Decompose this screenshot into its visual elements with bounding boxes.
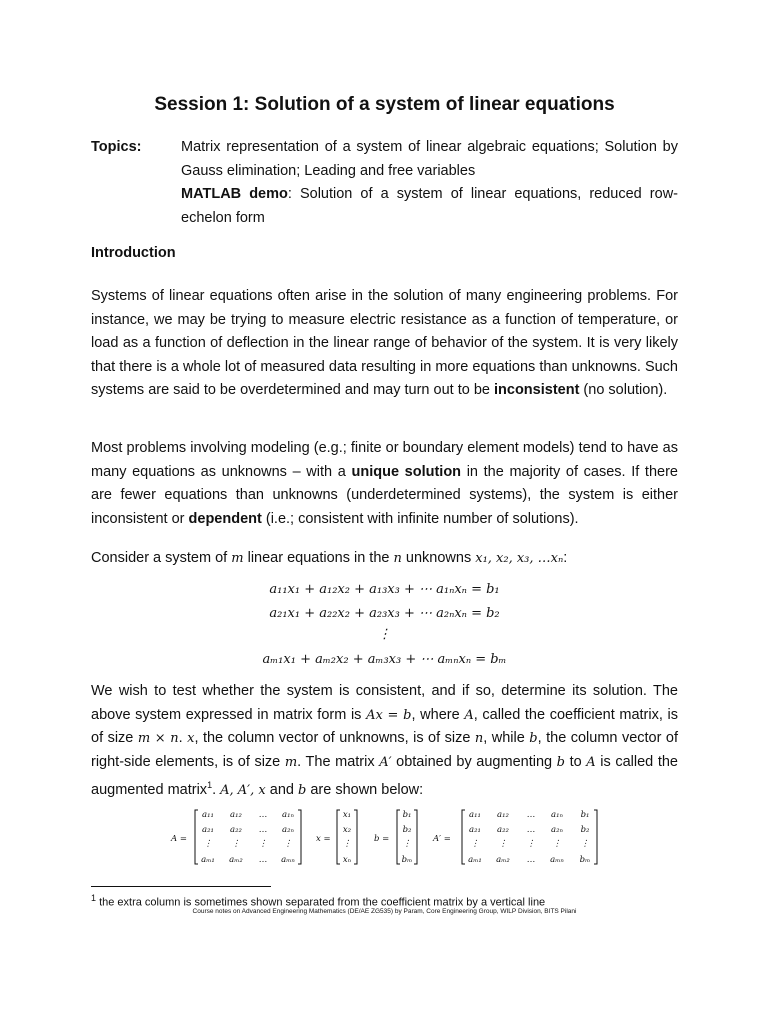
matrix-Aprime-cell: ⋮ bbox=[552, 839, 562, 849]
matrix-Aprime-cell: bₘ bbox=[579, 855, 591, 865]
vector-x-cell: x₂ bbox=[342, 825, 352, 835]
para3-d: : bbox=[563, 550, 568, 566]
para3-c: unknowns bbox=[401, 550, 476, 566]
equation-2: a₂₁x₁ + a₂₂x₂ + a₂₃x₃ + ⋯ a₂ₙxₙ = b₂ bbox=[269, 606, 500, 621]
para4-h: . The matrix bbox=[297, 753, 380, 770]
matrix-A-cells bbox=[201, 810, 295, 865]
matrix-Aprime-cell: … bbox=[526, 825, 536, 835]
para4-j: to bbox=[565, 753, 587, 770]
matrix-display bbox=[91, 806, 678, 868]
matrix-A-cell: a₂₁ bbox=[202, 825, 214, 835]
matrix-Aprime-cell: ⋮ bbox=[470, 839, 480, 849]
matrix-Aprime-cell: … bbox=[526, 810, 536, 820]
matrix-A-cell: ⋮ bbox=[283, 839, 293, 849]
matrix-Aprime-cell: b₂ bbox=[580, 825, 590, 835]
matrix-A-cell: a₁₂ bbox=[230, 810, 242, 820]
vector-b-cell: ⋮ bbox=[402, 839, 412, 849]
matrix-Aprime-cell: a₂₂ bbox=[497, 825, 509, 835]
math-b: b bbox=[529, 731, 538, 746]
matrix-Aprime-left-bracket bbox=[462, 810, 465, 864]
math-n: n bbox=[393, 551, 402, 566]
para4-f: , while bbox=[483, 730, 530, 746]
para4-n2: are shown below: bbox=[306, 781, 424, 798]
para4-a: We wish to test whether the system is consistent, and if so, determine its solution. The above system expressed in matrix form is bbox=[91, 683, 678, 723]
matrix-Aprime-cell: a₁₂ bbox=[497, 810, 509, 820]
matrix-A-label: A = bbox=[171, 834, 187, 844]
math-A: A bbox=[464, 707, 474, 723]
math-list: A, A′, x bbox=[220, 782, 266, 798]
matrix-A-cell: ⋮ bbox=[203, 839, 213, 849]
footnote-separator bbox=[91, 886, 271, 887]
matrix-A-cell: a₁ₙ bbox=[282, 810, 294, 820]
topics-matlab bbox=[181, 183, 678, 230]
vector-x-cell: ⋮ bbox=[342, 839, 352, 849]
para1-bold: inconsistent bbox=[494, 382, 580, 398]
matrix-Aprime-cell: a₁ₙ bbox=[551, 810, 563, 820]
vector-b-left-bracket bbox=[397, 810, 400, 864]
vector-b-cell: b₁ bbox=[402, 810, 412, 820]
paragraph-1 bbox=[91, 285, 678, 403]
matrix-Aprime-cell: ⋮ bbox=[498, 839, 508, 849]
paragraph-3 bbox=[91, 547, 678, 571]
para4-i: obtained by augmenting bbox=[391, 753, 557, 770]
vector-b-label: b = bbox=[374, 834, 390, 844]
para2-unique-solution: unique solution bbox=[351, 463, 462, 480]
paragraph-2 bbox=[91, 437, 678, 531]
matrix-A-right-bracket bbox=[298, 810, 301, 864]
matrix-Aprime-cell: a₁₁ bbox=[469, 810, 481, 820]
equation-1: a₁₁x₁ + a₁₂x₂ + a₁₃x₃ + ⋯ a₁ₙxₙ = b₁ bbox=[269, 582, 500, 597]
vector-x-cell: x₁ bbox=[342, 810, 352, 820]
matrix-A-left-bracket bbox=[195, 810, 198, 864]
para1-tail: (no solution). bbox=[579, 382, 668, 398]
equation-m: aₘ₁x₁ + aₘ₂x₂ + aₘ₃x₃ + ⋯ aₘₙxₙ = bₘ bbox=[262, 652, 507, 667]
vector-x-right-bracket bbox=[354, 810, 357, 864]
para2-dependent: dependent bbox=[188, 510, 262, 527]
footnote bbox=[91, 893, 678, 909]
introduction-heading: Introduction bbox=[91, 245, 176, 261]
topics-body bbox=[181, 136, 678, 230]
matrix-A-cell: a₂ₙ bbox=[282, 825, 294, 835]
para3-b: linear equations in the bbox=[243, 550, 394, 566]
math-n2: n bbox=[474, 731, 484, 746]
matrix-Aprime-cell: aₘₙ bbox=[550, 855, 564, 865]
matrix-Aprime-cell: ⋮ bbox=[580, 839, 590, 849]
math-m2: m bbox=[284, 754, 298, 770]
para2-c: in the majority of cases. If there are fewer equations than unknowns (underdetermined systems), the system is either inconsistent or bbox=[91, 463, 678, 527]
paragraph-4 bbox=[91, 680, 678, 802]
page-title: Session 1: Solution of a system of linear equations bbox=[154, 94, 615, 115]
matrix-Aprime-cell: aₘ₁ bbox=[468, 855, 482, 865]
matrix-Aprime-cell: b₁ bbox=[580, 810, 590, 820]
para4-e: , the column vector of unknowns, is of size bbox=[194, 730, 475, 746]
matlab-demo-label: MATLAB demo bbox=[181, 186, 288, 202]
matrix-Aprime-cells bbox=[468, 810, 590, 865]
vector-b-right-bracket bbox=[414, 810, 417, 864]
math-A2: A bbox=[586, 754, 596, 770]
matrix-Aprime-cell: … bbox=[526, 855, 536, 865]
topics-line: Matrix representation of a system of linear algebraic equations; Solution by Gauss elimination; Leading and free variables bbox=[181, 139, 678, 179]
para4-b: , where bbox=[411, 706, 465, 723]
matrix-A-cell: aₘ₂ bbox=[229, 855, 243, 865]
matrix-A-cell: aₘₙ bbox=[281, 855, 295, 865]
para4-g: , the column vector of right-side elements, is of size bbox=[91, 730, 679, 770]
matrix-A-cell: a₂₂ bbox=[230, 825, 242, 835]
matrix-A-cell: … bbox=[258, 810, 268, 820]
page-footer: Course notes on Advanced Engineering Mathematics (DE/AE ZG535) by Param, Core Engineering Group, WILP Division, BITS Pilani bbox=[192, 908, 577, 915]
vector-x-cells bbox=[343, 810, 352, 865]
math-Aprime: A′ bbox=[379, 754, 392, 770]
matrix-A-cell: ⋮ bbox=[258, 839, 268, 849]
vector-x-left-bracket bbox=[337, 810, 340, 864]
para4-k: is called the augmented matrix bbox=[91, 753, 678, 798]
para2-a: Most problems involving modeling (e.g.; finite or boundary element models) tend to have as many equations as unknowns – with a bbox=[91, 440, 678, 480]
math-b3: b bbox=[297, 782, 307, 798]
matrix-A-cell: aₘ₁ bbox=[201, 855, 215, 865]
matrix-A-cell: … bbox=[258, 825, 268, 835]
para4-l: . bbox=[212, 781, 221, 798]
math-axb: Ax = b bbox=[366, 707, 412, 723]
para4-m2: and bbox=[265, 781, 298, 798]
matrix-Aprime-label: A′ = bbox=[433, 834, 451, 844]
matrix-Aprime-cell: aₘ₂ bbox=[496, 855, 510, 865]
para3-a: Consider a system of bbox=[91, 550, 232, 566]
topics-label: Topics: bbox=[91, 139, 142, 155]
math-b2: b bbox=[556, 754, 565, 770]
matrix-A-cell: … bbox=[258, 855, 268, 865]
para2-e: (i.e.; consistent with infinite number of solutions). bbox=[261, 510, 579, 527]
para1-text: Systems of linear equations often arise in the solution of many engineering problems. For instance, we may be trying to measure electric resistance as a function of temperature, or load as a function of deflection in the linear range of behavior of the system. It is very likely that there is a whole lot of measured data resulting in more equations than unknowns. Such systems are said to be overdetermined and may turn out to be bbox=[91, 288, 678, 398]
footnote-marker: 1 bbox=[91, 893, 97, 903]
math-x: x bbox=[187, 731, 195, 746]
footnote-text: the extra column is sometimes shown separated from the coefficient matrix by a vertical line bbox=[96, 896, 546, 909]
para4-d: . bbox=[178, 730, 188, 746]
matrix-Aprime-cell: ⋮ bbox=[526, 839, 536, 849]
para4-c: , called the coefficient matrix, is of size bbox=[91, 706, 678, 746]
math-mxn: m × n bbox=[137, 731, 179, 746]
vector-b-cell: b₂ bbox=[402, 825, 412, 835]
math-unknowns: x₁, x₂, x₃, …xₙ bbox=[475, 551, 564, 566]
equation-vdots: ⋮ bbox=[378, 627, 391, 642]
footnote-ref: 1 bbox=[207, 780, 213, 790]
vector-b-cells bbox=[402, 810, 413, 865]
matrix-Aprime-cell: a₂ₙ bbox=[551, 825, 563, 835]
matrix-A-cell: a₁₁ bbox=[202, 810, 214, 820]
matlab-demo-text: : Solution of a system of linear equations, reduced row-echelon form bbox=[181, 186, 678, 226]
matrix-A-cell: ⋮ bbox=[231, 839, 241, 849]
vector-x-label: x = bbox=[316, 834, 331, 844]
vector-x-cell: xₙ bbox=[342, 855, 352, 865]
matrix-Aprime-right-bracket bbox=[594, 810, 597, 864]
vector-b-cell: bₘ bbox=[401, 855, 413, 865]
matrix-Aprime-cell: a₂₁ bbox=[469, 825, 481, 835]
math-m: m bbox=[231, 551, 244, 566]
